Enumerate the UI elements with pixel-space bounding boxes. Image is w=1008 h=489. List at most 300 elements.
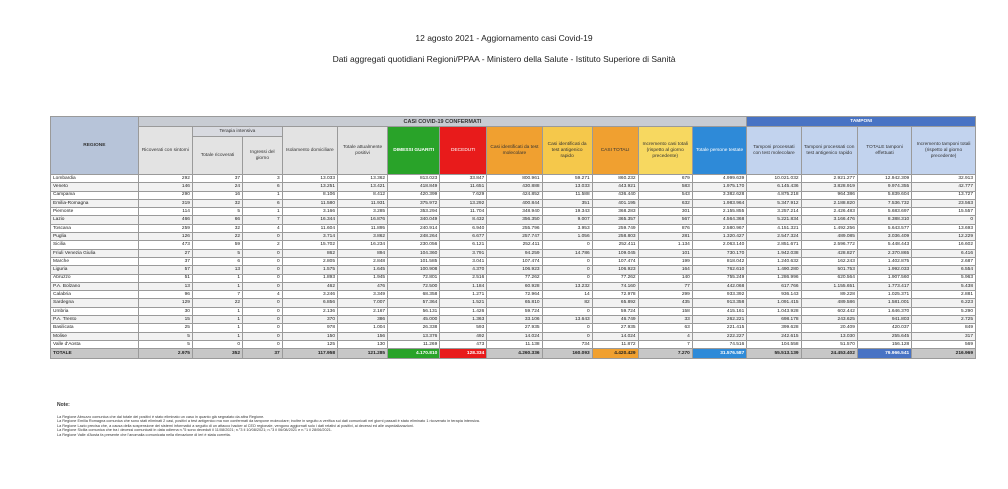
- data-cell: 77: [638, 282, 692, 290]
- data-cell: 8.106: [282, 191, 337, 199]
- data-cell: 26.338: [388, 324, 440, 332]
- data-cell: 0: [243, 324, 283, 332]
- data-cell: 375.972: [388, 199, 440, 207]
- data-cell: 4: [243, 291, 283, 299]
- data-cell: 3.828.919: [801, 183, 857, 191]
- data-cell: 72.964: [487, 291, 542, 299]
- data-cell: 32.913: [912, 175, 976, 183]
- table-row: [51, 233, 976, 241]
- data-cell: 978: [282, 324, 337, 332]
- notes-section: [57, 403, 480, 438]
- data-cell: 1.320.427: [692, 233, 746, 241]
- data-cell: 762.610: [692, 266, 746, 274]
- totals-cell: 37: [243, 349, 283, 359]
- totals-cell: 4.170.810: [388, 349, 440, 359]
- data-cell: 3.349: [338, 291, 388, 299]
- header-tamponi: TAMPONI: [747, 117, 976, 127]
- data-cell: 11.931: [338, 199, 388, 207]
- region-name-cell: Umbria: [51, 307, 139, 315]
- data-cell: 466: [138, 216, 192, 224]
- data-cell: 679: [638, 175, 692, 183]
- data-cell: 755.249: [692, 274, 746, 282]
- data-cell: 11.604: [282, 224, 337, 232]
- data-cell: 583: [638, 183, 692, 191]
- data-cell: 248.264: [388, 233, 440, 241]
- data-cell: 199: [638, 257, 692, 265]
- data-cell: 0: [243, 249, 283, 257]
- header-terapia-intensiva: Terapia intensiva: [192, 127, 282, 137]
- data-cell: 15.557: [912, 208, 976, 216]
- data-cell: 3.285: [338, 208, 388, 216]
- data-cell: 243.625: [801, 316, 857, 324]
- data-cell: 13.030: [801, 332, 857, 340]
- data-cell: 489.085: [801, 233, 857, 241]
- data-cell: 6.416: [912, 249, 976, 257]
- data-cell: 4: [638, 332, 692, 340]
- region-name-cell: Veneto: [51, 183, 139, 191]
- data-cell: 0: [542, 241, 592, 249]
- data-cell: 0: [243, 340, 283, 348]
- table-row: [51, 266, 976, 274]
- data-cell: 11.138: [487, 340, 542, 348]
- table-row: [51, 332, 976, 340]
- data-cell: 340.049: [388, 216, 440, 224]
- data-cell: 32: [192, 199, 242, 207]
- data-cell: 33.106: [487, 316, 542, 324]
- region-name-cell: Toscana: [51, 224, 139, 232]
- data-cell: 860.232: [592, 175, 638, 183]
- totals-row: [51, 349, 976, 359]
- data-cell: 13.033: [282, 175, 337, 183]
- region-name-cell: Sicilia: [51, 241, 139, 249]
- data-cell: 89.228: [801, 291, 857, 299]
- data-cell: 230.056: [388, 241, 440, 249]
- data-cell: 11.588: [542, 191, 592, 199]
- data-cell: 8.432: [440, 216, 487, 224]
- data-cell: 60.928: [487, 282, 542, 290]
- data-cell: 1.091.415: [747, 299, 801, 307]
- data-cell: 258.803: [592, 233, 638, 241]
- header-tamponi-totale: TOTALE tamponi effettuati: [857, 127, 911, 175]
- data-cell: 65.892: [592, 299, 638, 307]
- data-cell: 730.170: [692, 249, 746, 257]
- data-cell: 6.677: [440, 233, 487, 241]
- region-name-cell: Lombardia: [51, 175, 139, 183]
- data-cell: 386: [338, 316, 388, 324]
- data-cell: 0: [243, 299, 283, 307]
- data-cell: 8.412: [338, 191, 388, 199]
- data-cell: 13.693: [912, 224, 976, 232]
- header-persone-testate: Totale persone testate: [692, 127, 746, 175]
- data-cell: 290: [138, 191, 192, 199]
- data-cell: 1.271: [440, 291, 487, 299]
- table-row: [51, 216, 976, 224]
- data-cell: 5: [138, 332, 192, 340]
- data-cell: 257.747: [487, 233, 542, 241]
- data-cell: 100.908: [388, 266, 440, 274]
- data-cell: 5: [192, 249, 242, 257]
- data-cell: 0: [243, 233, 283, 241]
- header-incremento-tamponi: Incremento tamponi totali (rispetto al giorno precedente): [912, 127, 976, 175]
- data-cell: 1.942.038: [747, 249, 801, 257]
- data-cell: 94.259: [487, 249, 542, 257]
- data-cell: 13: [138, 282, 192, 290]
- data-cell: 20.409: [801, 324, 857, 332]
- data-cell: 428.827: [801, 249, 857, 257]
- data-cell: 1.402.875: [857, 257, 911, 265]
- region-name-cell: Campania: [51, 191, 139, 199]
- data-cell: 2.188.820: [801, 199, 857, 207]
- totals-cell: 352: [192, 349, 242, 359]
- data-cell: 370: [282, 316, 337, 324]
- data-cell: 57.364: [388, 299, 440, 307]
- data-cell: 2.370.865: [857, 249, 911, 257]
- data-cell: 317: [912, 332, 976, 340]
- data-cell: 32: [192, 224, 242, 232]
- data-cell: 348.940: [487, 208, 542, 216]
- data-cell: 0: [243, 266, 283, 274]
- data-cell: 489.586: [801, 299, 857, 307]
- data-cell: 4.564.368: [692, 216, 746, 224]
- region-name-cell: Marche: [51, 257, 139, 265]
- data-cell: 57: [138, 266, 192, 274]
- header-tamponi-molecolare: Tamponi processati con test molecolare: [747, 127, 801, 175]
- data-cell: 734: [542, 340, 592, 348]
- data-cell: 6.145.436: [747, 183, 801, 191]
- data-cell: 353.294: [388, 208, 440, 216]
- data-cell: 299: [638, 291, 692, 299]
- data-cell: 222.227: [692, 332, 746, 340]
- data-cell: 4: [243, 224, 283, 232]
- data-cell: 473: [138, 241, 192, 249]
- data-cell: 436.440: [592, 191, 638, 199]
- data-cell: 818.042: [692, 257, 746, 265]
- data-cell: 25: [138, 324, 192, 332]
- data-cell: 1.983.964: [692, 199, 746, 207]
- data-cell: 0: [542, 324, 592, 332]
- data-cell: 1.907.560: [857, 274, 911, 282]
- table-row: [51, 316, 976, 324]
- data-cell: 593: [440, 324, 487, 332]
- data-cell: 2.921.277: [801, 175, 857, 183]
- data-cell: 1: [192, 316, 242, 324]
- data-cell: 292: [138, 175, 192, 183]
- data-cell: 2.167: [338, 307, 388, 315]
- data-cell: 3.166.476: [801, 216, 857, 224]
- header-dimessi: DIMESSI GUARITI: [388, 127, 440, 175]
- totals-cell: 160.093: [542, 349, 592, 359]
- header-deceduti: DECEDUTI: [440, 127, 487, 175]
- data-cell: 1.056: [542, 233, 592, 241]
- data-cell: 0: [243, 332, 283, 340]
- data-cell: 7: [638, 340, 692, 348]
- data-cell: 2.136: [282, 307, 337, 315]
- data-cell: 33: [638, 316, 692, 324]
- data-cell: 569: [912, 340, 976, 348]
- data-cell: 72.801: [388, 274, 440, 282]
- data-cell: 1.581.001: [857, 299, 911, 307]
- data-cell: 9.007: [542, 216, 592, 224]
- data-cell: 13.033: [542, 183, 592, 191]
- data-cell: 221.415: [692, 324, 746, 332]
- data-cell: 140: [638, 274, 692, 282]
- data-cell: 3.246: [282, 291, 337, 299]
- totals-cell: 55.513.139: [747, 349, 801, 359]
- data-cell: 3.791: [440, 249, 487, 257]
- data-cell: 1.004: [338, 324, 388, 332]
- data-cell: 22: [192, 233, 242, 241]
- header-tamponi-antigenico: Tamponi processati con test antigenico rapido: [801, 127, 857, 175]
- data-cell: 8.388.310: [857, 216, 911, 224]
- data-cell: 3.382.628: [692, 191, 746, 199]
- data-cell: 5: [138, 340, 192, 348]
- data-cell: 66: [192, 216, 242, 224]
- region-name-cell: Lazio: [51, 216, 139, 224]
- data-cell: 19.343: [542, 208, 592, 216]
- data-cell: 0: [542, 307, 592, 315]
- note-line: La Regione Emilia Romagna comunica che sono stati eliminati 2 casi, positivi a test antigenico ma non confermati da tampone molecolare; inoltre in seguito a verifica sui dati comunicati nei giorni passati è stato eliminato 1 ricoverato in terapia intensiva.: [57, 419, 480, 424]
- data-cell: 10.021.032: [747, 175, 801, 183]
- data-cell: 16.344: [282, 216, 337, 224]
- data-cell: 37: [192, 175, 242, 183]
- data-cell: 365.357: [592, 216, 638, 224]
- table-row: [51, 208, 976, 216]
- data-cell: 7.007: [338, 299, 388, 307]
- table-row: [51, 175, 976, 183]
- data-cell: 13.232: [542, 282, 592, 290]
- data-cell: 6: [243, 199, 283, 207]
- note-line: La Regione Lazio precisa che, a causa della sospensione dei sistemi informatici a seguito di un attacco hacker al CED regionale, vengono aggiornati solo i dati relativi ai positivi, ai decessi ed alle ospedalizzazioni.: [57, 423, 414, 428]
- data-cell: 164: [638, 266, 692, 274]
- data-cell: 14.024: [592, 332, 638, 340]
- data-cell: 2.725: [912, 316, 976, 324]
- data-cell: 862: [282, 249, 337, 257]
- data-cell: 3.953: [542, 224, 592, 232]
- data-cell: 106.923: [592, 266, 638, 274]
- region-name-cell: Puglia: [51, 233, 139, 241]
- data-cell: 6.856: [282, 299, 337, 307]
- data-cell: 7.536.732: [857, 199, 911, 207]
- data-cell: 13.421: [338, 183, 388, 191]
- data-cell: 262.221: [692, 316, 746, 324]
- data-cell: 632: [638, 199, 692, 207]
- data-cell: 3: [243, 175, 283, 183]
- data-cell: 501.753: [801, 266, 857, 274]
- data-cell: 462: [282, 282, 337, 290]
- totals-cell: 7.270: [638, 349, 692, 359]
- data-cell: 242.615: [747, 332, 801, 340]
- data-cell: 1.575: [282, 266, 337, 274]
- totals-cell: 79.966.541: [857, 349, 911, 359]
- region-name-cell: Sardegna: [51, 299, 139, 307]
- data-cell: 72.978: [592, 291, 638, 299]
- data-cell: 59.271: [542, 175, 592, 183]
- data-cell: 2.848: [338, 257, 388, 265]
- data-cell: 1: [192, 324, 242, 332]
- data-cell: 126: [138, 233, 192, 241]
- data-cell: 5.963: [912, 274, 976, 282]
- data-cell: 5.448.443: [857, 241, 911, 249]
- data-cell: 82: [542, 299, 592, 307]
- data-cell: 1.992.033: [857, 266, 911, 274]
- data-cell: 11.580: [282, 199, 337, 207]
- data-cell: 2.547.324: [747, 233, 801, 241]
- data-cell: 24: [192, 183, 242, 191]
- data-cell: 6.223: [912, 299, 976, 307]
- data-cell: 0: [542, 274, 592, 282]
- data-cell: 476: [338, 282, 388, 290]
- region-name-cell: Abruzzo: [51, 274, 139, 282]
- data-cell: 51.570: [801, 340, 857, 348]
- data-cell: 125: [282, 340, 337, 348]
- data-cell: 74.160: [592, 282, 638, 290]
- data-cell: 5.643.577: [857, 224, 911, 232]
- note-line: La Regione Sicilia comunica che tra i decessi comunicati in data odierna n.°5 sono deceduti il 11/08/2021; n.°3 il 10/08/2021; n.°3 il 06/08/2021 e n.°1 il 28/06/2021.: [57, 428, 332, 433]
- header-ricoverati: Ricoverati con sintomi: [138, 127, 192, 175]
- region-name-cell: Emilia-Romagna: [51, 199, 139, 207]
- data-cell: 106.923: [487, 266, 542, 274]
- data-cell: 399.628: [747, 324, 801, 332]
- data-cell: 37: [138, 257, 192, 265]
- data-cell: 420.399: [388, 191, 440, 199]
- data-cell: 319: [138, 199, 192, 207]
- data-cell: 13: [192, 266, 242, 274]
- data-cell: 567: [638, 216, 692, 224]
- region-name-cell: Liguria: [51, 266, 139, 274]
- notes-title: Note:: [57, 402, 70, 408]
- data-cell: 936.143: [747, 291, 801, 299]
- data-cell: 11.269: [388, 340, 440, 348]
- header-casi-molecolare: Casi identificati da test molecolare: [487, 127, 542, 175]
- note-line: La Regione Abruzzo comunica che dal totale dei positivi è stato eliminato un caso in quanto già segnalato da altra Regione.: [57, 414, 265, 419]
- data-cell: 12.229: [912, 233, 976, 241]
- data-cell: 281: [638, 233, 692, 241]
- data-cell: 2.063.140: [692, 241, 746, 249]
- data-cell: 255.796: [487, 224, 542, 232]
- data-cell: 0: [243, 257, 283, 265]
- data-cell: 14: [542, 291, 592, 299]
- data-cell: 114: [138, 208, 192, 216]
- data-cell: 0: [243, 274, 283, 282]
- data-cell: 1.286.996: [747, 274, 801, 282]
- data-cell: 435: [638, 299, 692, 307]
- totals-cell: 117.958: [282, 349, 337, 359]
- data-cell: 6.554: [912, 266, 976, 274]
- data-cell: 104.360: [388, 249, 440, 257]
- data-cell: 492: [440, 332, 487, 340]
- data-cell: 96: [138, 291, 192, 299]
- data-cell: 913.358: [692, 299, 746, 307]
- page-title: 12 agosto 2021 - Aggiornamento casi Covid-19: [415, 33, 593, 43]
- totals-cell: 216.969: [912, 349, 976, 359]
- covid-data-table: [50, 116, 976, 359]
- data-cell: 351: [542, 199, 592, 207]
- data-cell: 1.646.370: [857, 307, 911, 315]
- data-cell: 16.876: [338, 216, 388, 224]
- data-cell: 800.961: [487, 175, 542, 183]
- data-cell: 2.426.483: [801, 208, 857, 216]
- table-row: [51, 299, 976, 307]
- data-cell: 1.025.371: [857, 291, 911, 299]
- data-cell: 63: [638, 324, 692, 332]
- header-casi-totali: CASI TOTALI: [592, 127, 638, 175]
- data-cell: 941.803: [857, 316, 911, 324]
- data-cell: 443.921: [592, 183, 638, 191]
- data-cell: 259: [138, 224, 192, 232]
- totals-cell: 31.576.587: [692, 349, 746, 359]
- totals-cell: 128.334: [440, 349, 487, 359]
- totals-label: TOTALE: [51, 349, 139, 359]
- data-cell: 77.262: [592, 274, 638, 282]
- data-cell: 933.392: [692, 291, 746, 299]
- data-cell: 59.724: [592, 307, 638, 315]
- data-cell: 0: [542, 266, 592, 274]
- table-row: [51, 191, 976, 199]
- region-name-cell: Valle d'Aosta: [51, 340, 139, 348]
- header-isolamento: Isolamento domiciliare: [282, 127, 337, 175]
- data-cell: 5: [192, 208, 242, 216]
- data-cell: 1.645: [338, 266, 388, 274]
- data-cell: 252.411: [592, 241, 638, 249]
- data-cell: 3.714: [282, 233, 337, 241]
- data-cell: 6: [192, 257, 242, 265]
- data-cell: 0: [542, 332, 592, 340]
- data-cell: 5.839.604: [857, 191, 911, 199]
- data-cell: 1.521: [440, 299, 487, 307]
- data-cell: 876: [638, 224, 692, 232]
- data-cell: 13.292: [440, 199, 487, 207]
- data-cell: 101: [638, 249, 692, 257]
- data-cell: 813.023: [388, 175, 440, 183]
- header-totale-ricoverati: Totale ricoverati: [192, 137, 242, 175]
- data-cell: 1.773.417: [857, 282, 911, 290]
- data-cell: 72.500: [388, 282, 440, 290]
- totals-cell: 24.453.402: [801, 349, 857, 359]
- data-cell: 1.240.632: [747, 257, 801, 265]
- data-cell: 2.516: [440, 274, 487, 282]
- data-cell: 0: [542, 257, 592, 265]
- data-cell: 424.852: [487, 191, 542, 199]
- data-cell: 5.221.834: [747, 216, 801, 224]
- header-casi-antigenico: Casi identificati da test antigenico rapido: [542, 127, 592, 175]
- data-cell: 7: [243, 216, 283, 224]
- region-name-cell: P.A. Trento: [51, 316, 139, 324]
- data-cell: 156.128: [857, 340, 911, 348]
- data-cell: 3.862: [338, 233, 388, 241]
- data-cell: 4.370: [440, 266, 487, 274]
- data-cell: 5.290: [912, 307, 976, 315]
- data-cell: 22: [192, 299, 242, 307]
- table-row: [51, 291, 976, 299]
- data-cell: 15: [138, 316, 192, 324]
- data-cell: 13.251: [282, 183, 337, 191]
- data-cell: 2.687: [912, 257, 976, 265]
- table-row: [51, 282, 976, 290]
- data-cell: 23.563: [912, 199, 976, 207]
- data-cell: 1.945: [338, 274, 388, 282]
- region-name-cell: Piemonte: [51, 208, 139, 216]
- data-cell: 33.847: [440, 175, 487, 183]
- data-cell: 420.037: [857, 324, 911, 332]
- data-cell: 698.178: [747, 316, 801, 324]
- data-cell: 964.386: [801, 191, 857, 199]
- header-incremento-casi: Incremento casi totali (rispetto al giorno precedente): [638, 127, 692, 175]
- data-cell: 2.805: [282, 257, 337, 265]
- data-cell: 77.262: [487, 274, 542, 282]
- data-cell: 156: [338, 332, 388, 340]
- table-row: [51, 199, 976, 207]
- data-cell: 11.651: [440, 183, 487, 191]
